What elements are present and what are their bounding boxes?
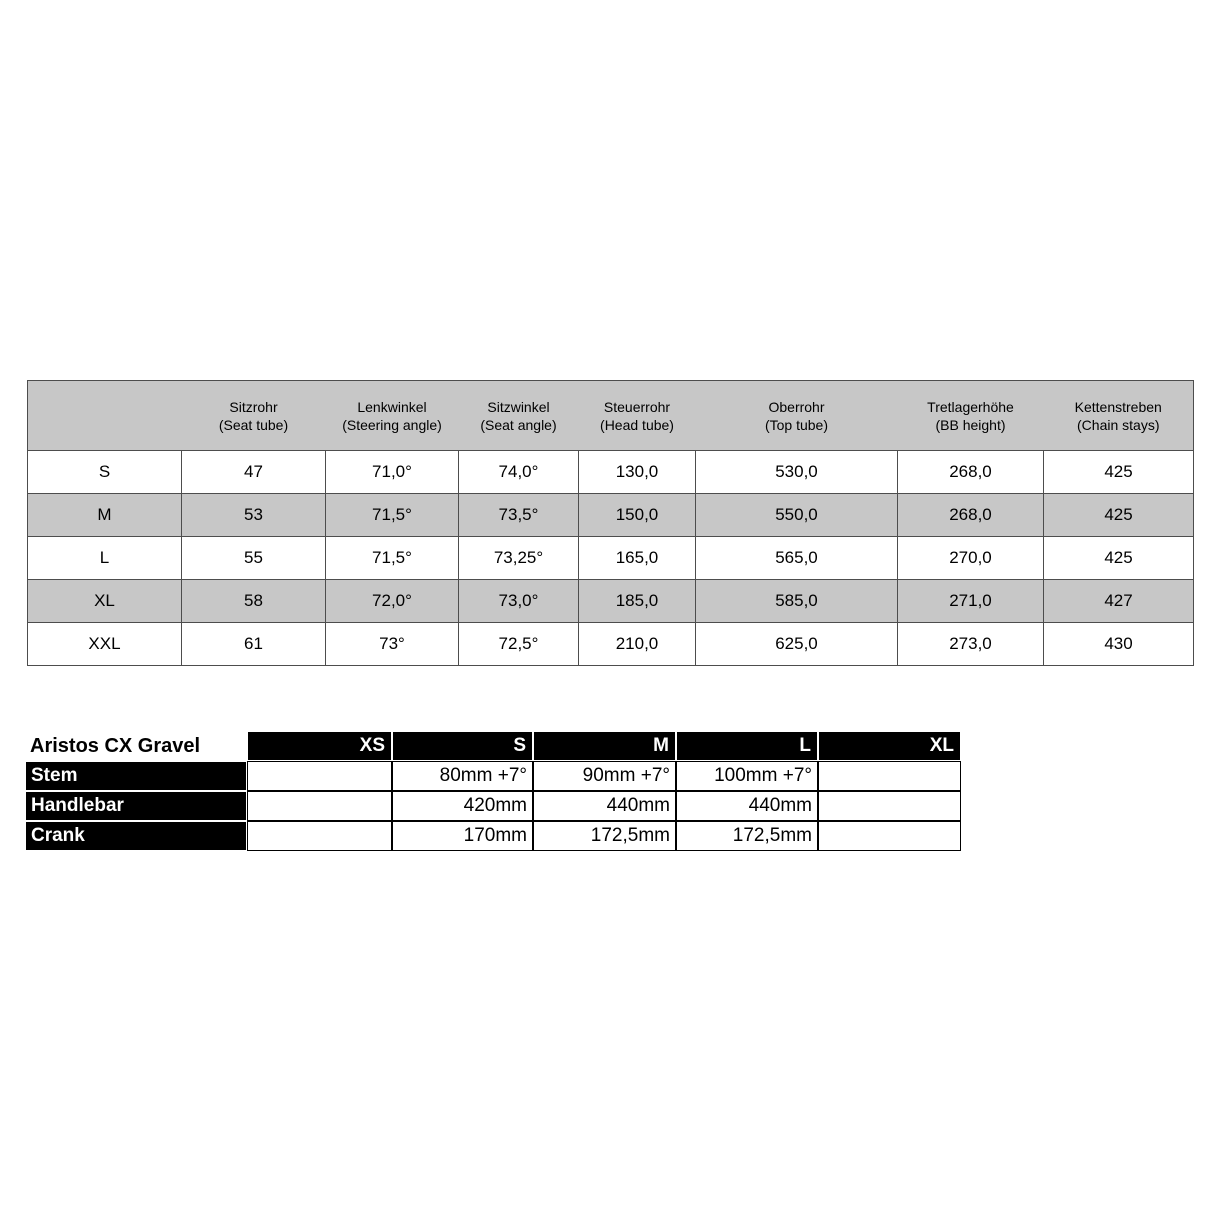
geometry-value-cell: 71,5°: [326, 494, 459, 537]
component-row-label: Handlebar: [25, 791, 247, 821]
geometry-value-cell: 430: [1044, 623, 1194, 666]
geometry-value-cell: 73,5°: [459, 494, 579, 537]
component-row-label: Stem: [25, 761, 247, 791]
column-subtitle: (Steering angle): [342, 416, 442, 433]
size-row-label: L: [28, 537, 182, 580]
column-subtitle: (Seat tube): [218, 416, 289, 433]
size-row-label: S: [28, 451, 182, 494]
geometry-value-cell: 73,25°: [459, 537, 579, 580]
geometry-row: [28, 623, 1194, 666]
geometry-value-cell: 61: [182, 623, 326, 666]
component-size-header: L: [676, 731, 818, 761]
geometry-value-cell: 565,0: [696, 537, 898, 580]
geometry-value-cell: 270,0: [898, 537, 1044, 580]
size-row-label: M: [28, 494, 182, 537]
column-name: Lenkwinkel: [357, 398, 427, 415]
component-value-cell: 420mm: [392, 791, 533, 821]
components-table-grid: [25, 731, 961, 851]
geometry-value-cell: 73,0°: [459, 580, 579, 623]
geometry-value-cell: 73°: [326, 623, 459, 666]
geometry-value-cell: 58: [182, 580, 326, 623]
geometry-value-cell: 425: [1044, 451, 1194, 494]
geometry-row: [28, 580, 1194, 623]
geometry-value-cell: 55: [182, 537, 326, 580]
geometry-value-cell: 530,0: [696, 451, 898, 494]
geometry-value-cell: 130,0: [579, 451, 696, 494]
geometry-column-header: [459, 381, 579, 451]
geometry-value-cell: 425: [1044, 537, 1194, 580]
component-value-cell: 440mm: [676, 791, 818, 821]
geometry-value-cell: 273,0: [898, 623, 1044, 666]
column-subtitle: (Seat angle): [480, 416, 557, 433]
geometry-value-cell: 427: [1044, 580, 1194, 623]
geometry-value-cell: 47: [182, 451, 326, 494]
geometry-row: [28, 494, 1194, 537]
component-value-cell: [247, 791, 392, 821]
component-value-cell: [818, 821, 961, 851]
component-value-cell: 172,5mm: [676, 821, 818, 851]
geometry-value-cell: 72,0°: [326, 580, 459, 623]
component-value-cell: 172,5mm: [533, 821, 676, 851]
component-size-header: S: [392, 731, 533, 761]
column-subtitle: (Chain stays): [1077, 416, 1160, 433]
component-value-cell: [818, 761, 961, 791]
bike-geometry-table: [27, 380, 1194, 666]
component-value-cell: [247, 761, 392, 791]
component-value-cell: 440mm: [533, 791, 676, 821]
geometry-column-header: [182, 381, 326, 451]
geometry-column-header: [1044, 381, 1194, 451]
geometry-row: [28, 451, 1194, 494]
geometry-value-cell: 550,0: [696, 494, 898, 537]
geometry-value-cell: 268,0: [898, 494, 1044, 537]
component-row: [25, 791, 961, 821]
column-name: Steuerrohr: [603, 398, 671, 415]
component-row-label: Crank: [25, 821, 247, 851]
component-value-cell: 170mm: [392, 821, 533, 851]
component-size-header: XS: [247, 731, 392, 761]
components-header-row: [25, 731, 961, 761]
geometry-value-cell: 71,0°: [326, 451, 459, 494]
column-subtitle: (BB height): [935, 416, 1006, 433]
geometry-header-row: [28, 381, 1194, 451]
geometry-column-header: [898, 381, 1044, 451]
geometry-value-cell: 185,0: [579, 580, 696, 623]
column-name: Sitzwinkel: [487, 398, 550, 415]
geometry-column-header: [326, 381, 459, 451]
components-table: [25, 731, 961, 851]
size-row-label: XXL: [28, 623, 182, 666]
geometry-value-cell: 71,5°: [326, 537, 459, 580]
column-name: Tretlagerhöhe: [927, 398, 1014, 415]
column-name: Sitzrohr: [229, 398, 278, 415]
geometry-value-cell: 268,0: [898, 451, 1044, 494]
geometry-value-cell: 165,0: [579, 537, 696, 580]
geometry-value-cell: 53: [182, 494, 326, 537]
component-value-cell: 100mm +7°: [676, 761, 818, 791]
size-row-label: XL: [28, 580, 182, 623]
size-column-header: [28, 381, 182, 451]
geometry-value-cell: 585,0: [696, 580, 898, 623]
column-name: Kettenstreben: [1074, 398, 1162, 415]
component-row: [25, 821, 961, 851]
geometry-value-cell: 210,0: [579, 623, 696, 666]
component-value-cell: 90mm +7°: [533, 761, 676, 791]
table-title: Aristos CX Gravel: [25, 731, 247, 761]
component-size-header: M: [533, 731, 676, 761]
geometry-row: [28, 537, 1194, 580]
column-subtitle: (Head tube): [600, 416, 674, 433]
geometry-value-cell: 74,0°: [459, 451, 579, 494]
geometry-value-cell: 150,0: [579, 494, 696, 537]
geometry-column-header: [579, 381, 696, 451]
component-value-cell: [818, 791, 961, 821]
column-name: Oberrohr: [768, 398, 825, 415]
component-value-cell: [247, 821, 392, 851]
component-size-header: XL: [818, 731, 961, 761]
geometry-value-cell: 625,0: [696, 623, 898, 666]
column-subtitle: (Top tube): [764, 416, 829, 433]
component-value-cell: 80mm +7°: [392, 761, 533, 791]
geometry-value-cell: 72,5°: [459, 623, 579, 666]
geometry-value-cell: 271,0: [898, 580, 1044, 623]
component-row: [25, 761, 961, 791]
geometry-column-header: [696, 381, 898, 451]
geometry-table-grid: [27, 380, 1194, 666]
geometry-value-cell: 425: [1044, 494, 1194, 537]
